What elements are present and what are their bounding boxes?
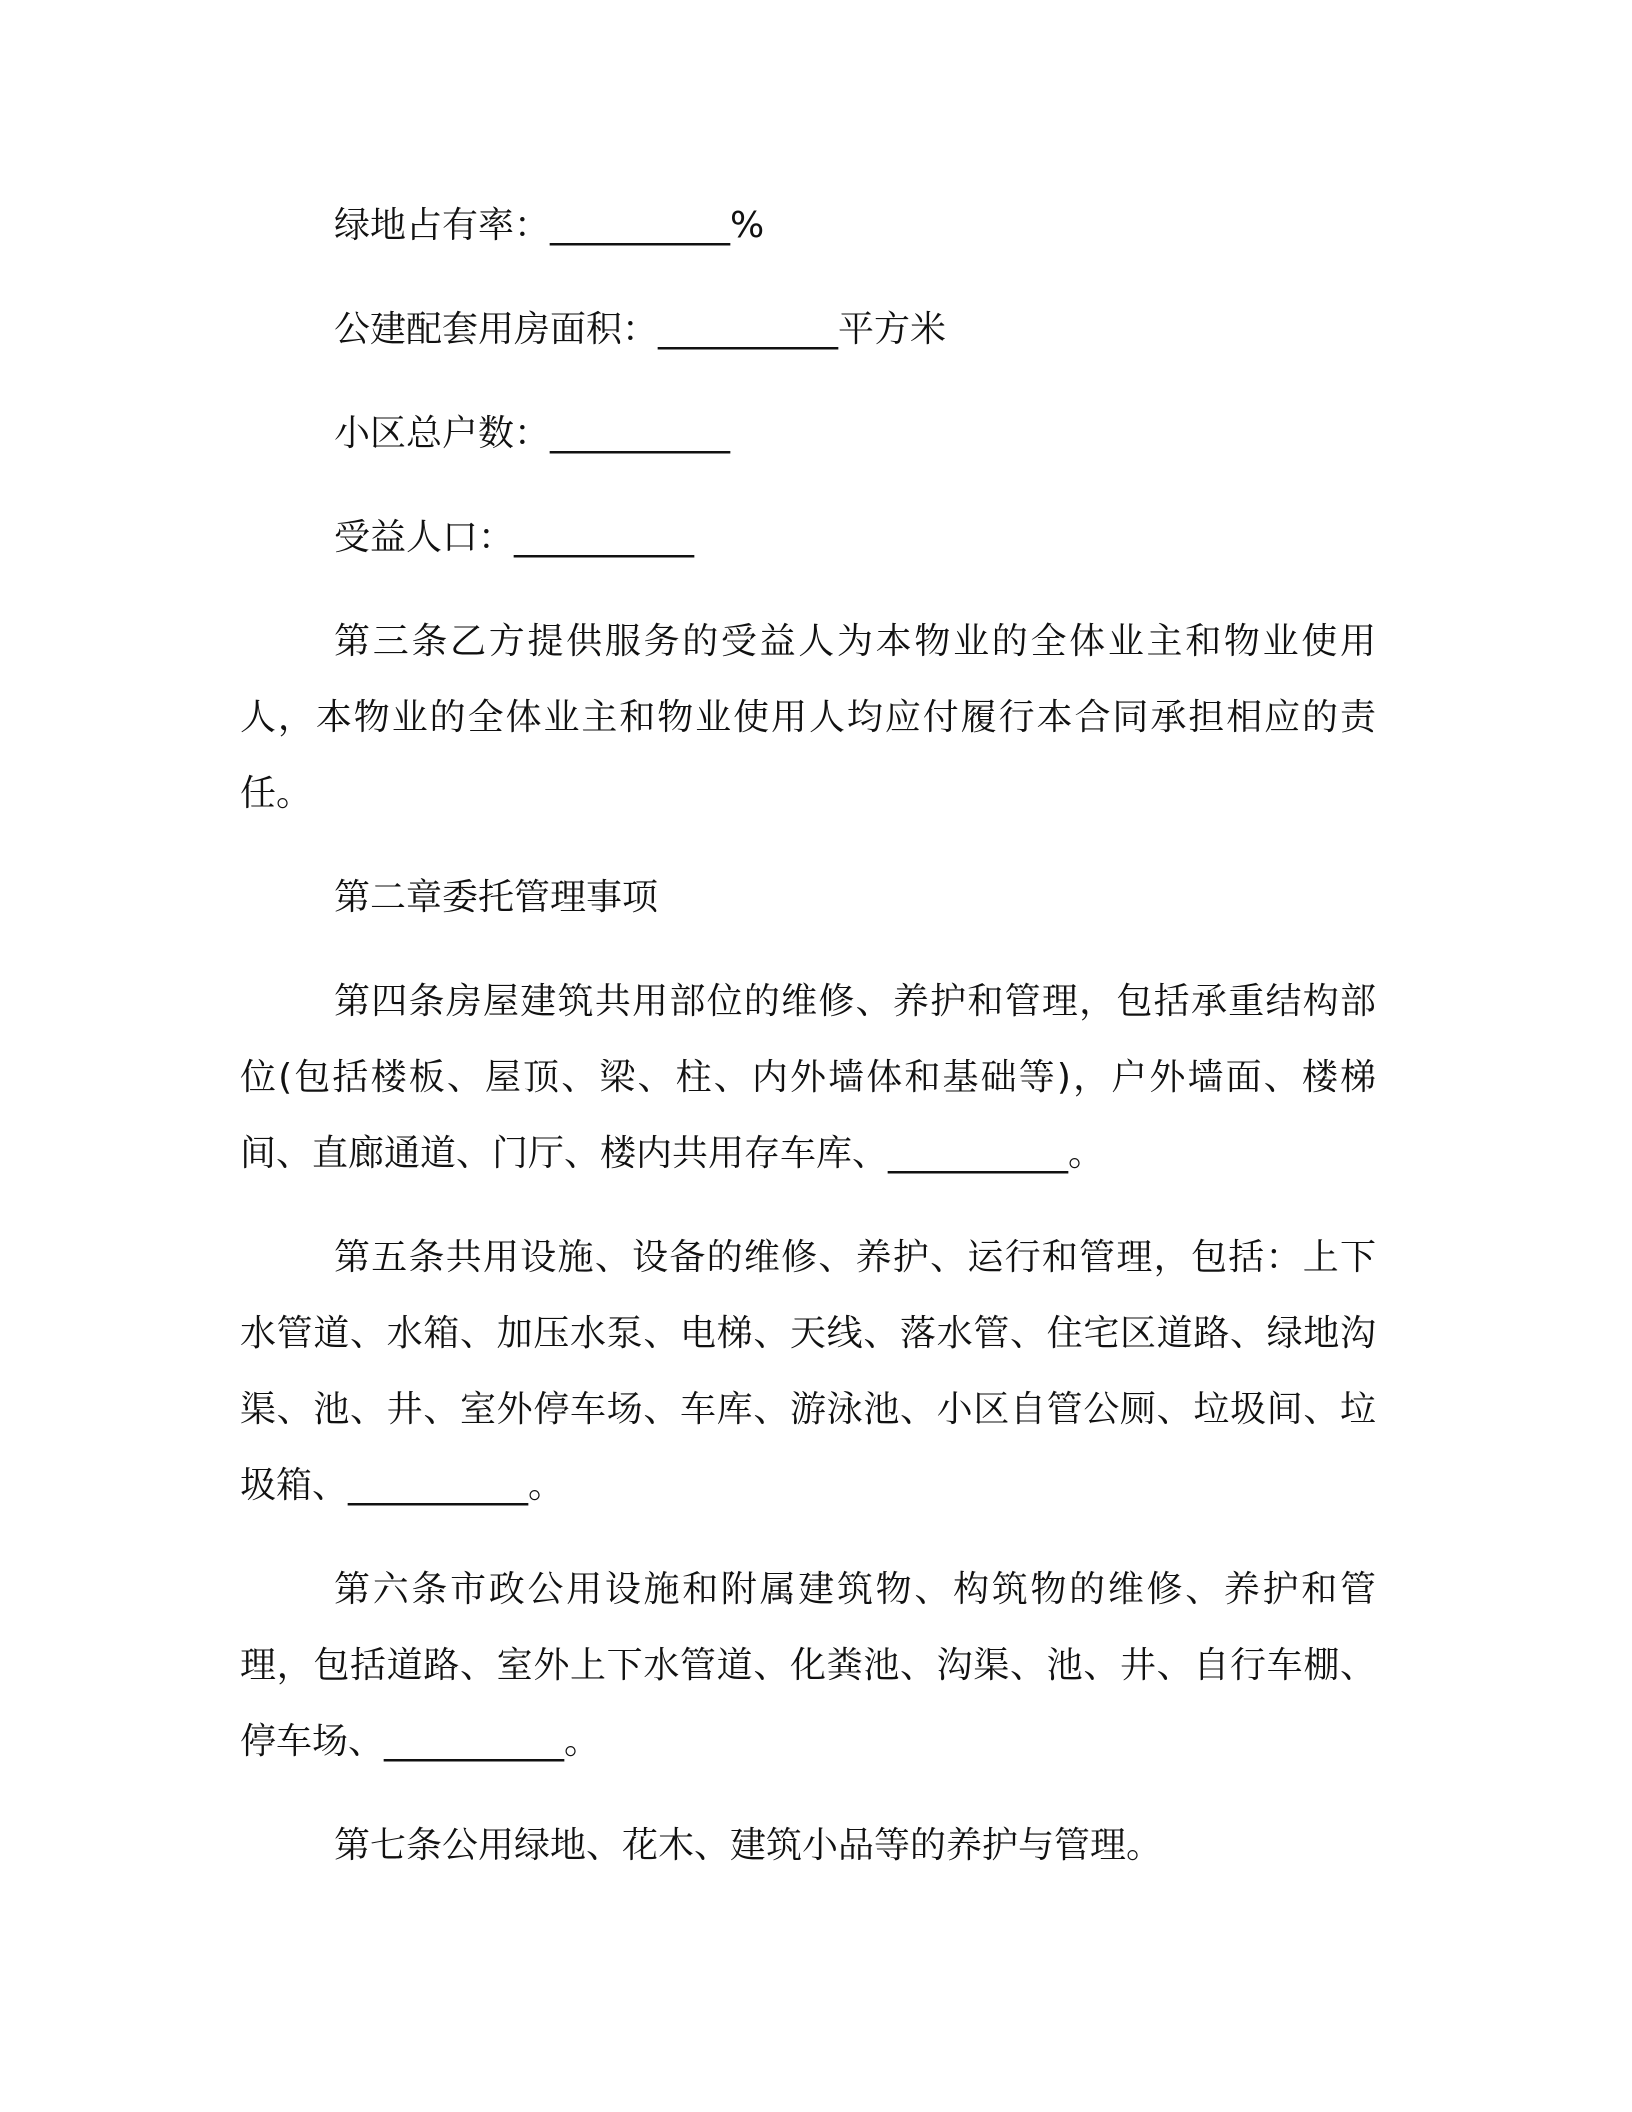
article-3-number: 第三条 [334,621,451,662]
article-3 [240,604,1376,832]
document-body [240,188,1376,1912]
chapter-2-title: 委托管理事项 [442,877,659,918]
article-4-number: 第四条 [334,981,446,1022]
article-7 [240,1808,1376,1884]
article-7-text: 公用绿地、花木、建筑小品等的养护与管理。 [442,1825,1163,1866]
article-4 [240,964,1376,1192]
article-6 [240,1552,1376,1780]
article-3-text: 乙方提供服务的受益人为本物业的全体业主和物业使用人，本物业的全体业主和物业使用人均应付履行本合同承担相应的责任。 [240,621,1376,814]
article-6-number: 第六条 [334,1569,451,1610]
article-6-text: 市政公用设施和附属建筑物、构筑物的维修、养护和管理，包括道路、室外上下水管道、化粪池、沟渠、池、井、自行车棚、停车场、__________。 [240,1569,1376,1762]
article-7-number: 第七条 [334,1825,443,1866]
article-4-text: 房屋建筑共用部位的维修、养护和管理，包括承重结构部位(包括楼板、屋顶、梁、柱、内外墙体和基础等)，户外墙面、楼梯间、直廊通道、门厅、楼内共用存车库、__________。 [240,981,1376,1174]
article-5 [240,1220,1376,1524]
article-5-number: 第五条 [334,1237,446,1278]
public-area-line: 公建配套用房面积：__________平方米 [334,309,947,350]
beneficiaries-line: 受益人口：__________ [334,517,695,558]
article-5-text: 共用设施、设备的维修、养护、运行和管理，包括：上下水管道、水箱、加压水泵、电梯、天线、落水管、住宅区道路、绿地沟渠、池、井、室外停车场、车库、游泳池、小区自管公厕、垃圾间、垃圾箱、__________。 [240,1237,1376,1506]
households-line: 小区总户数：__________ [334,413,731,454]
green-rate-line: 绿地占有率：__________% [334,205,765,246]
chapter-2-number: 第二章 [334,877,443,918]
chapter-2-heading [240,860,1376,936]
